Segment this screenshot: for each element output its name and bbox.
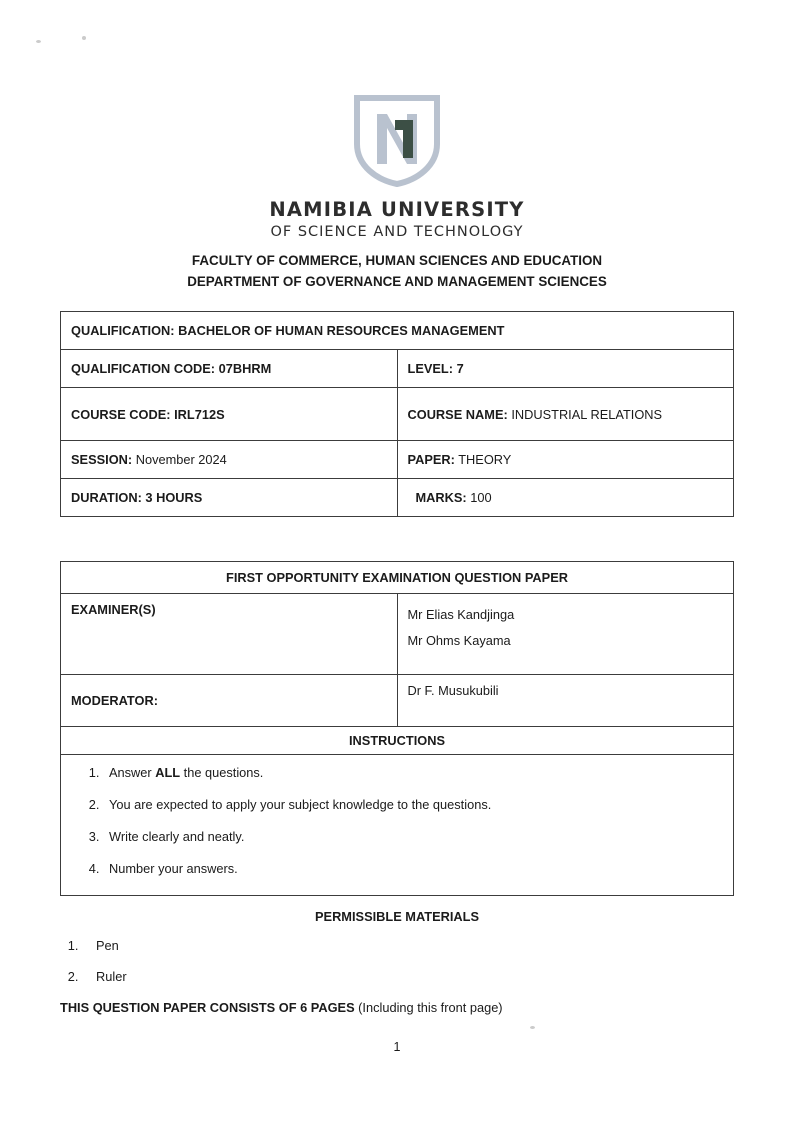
table-row [61,755,734,896]
permissible-materials-heading: PERMISSIBLE MATERIALS [315,909,479,925]
page-count-note [60,1000,734,1015]
department-name: DEPARTMENT OF GOVERNANCE AND MANAGEMENT SCIENCES [187,274,607,289]
table-row [61,594,734,675]
page-count-bold: THIS QUESTION PAPER CONSISTS OF 6 PAGES [60,1000,355,1016]
exam-paper-title: FIRST OPPORTUNITY EXAMINATION QUESTION PAPER [61,562,734,594]
examiner-label: EXAMINER(S) [61,594,398,675]
moderator-label: MODERATOR: [61,675,398,727]
duration-value: 3 HOURS [145,490,203,505]
marks-value: 100 [470,490,492,505]
page-count-rest: (Including this front page) [354,1000,503,1016]
course-name-label: COURSE NAME: [407,406,508,422]
marks-label: MARKS: [415,490,467,505]
table-row [61,562,734,594]
marks-cell [397,479,734,517]
paper-cell [397,441,734,479]
table-row [61,727,734,755]
university-subtitle: OF SCIENCE AND TECHNOLOGY [270,224,524,240]
duration-label: DURATION: [71,490,142,505]
course-code-cell [61,388,398,441]
moderator-name: Dr F. Musukubili [397,675,734,727]
course-name-value: INDUSTRIAL RELATIONS [511,406,663,422]
faculty-name: FACULTY OF COMMERCE, HUMAN SCIENCES AND EDUCATION [191,253,603,268]
level-value: 7 [456,361,464,376]
session-label: SESSION: [71,452,133,467]
list-item: 3. Write clearly and neatly. [103,829,723,845]
table-row [61,312,734,350]
table-row [61,350,734,388]
instruction-emphasis: ALL [155,765,181,781]
list-item: 2. You are expected to apply your subject knowledge to the questions. [103,797,723,813]
list-item [103,765,723,781]
scan-speck [82,36,86,40]
qualification-cell: QUALIFICATION: BACHELOR OF HUMAN RESOURCES MANAGEMENT [61,312,734,350]
instructions-heading: INSTRUCTIONS [61,727,734,755]
session-value: November 2024 [135,452,227,467]
list-item: 4. Number your answers. [103,861,723,877]
qualification-code-value: 07BHRM [218,361,272,376]
table-row [61,388,734,441]
course-name-cell [397,388,734,441]
level-label: LEVEL: [407,361,454,376]
session-cell [61,441,398,479]
qualification-code-label: QUALIFICATION CODE: [71,361,216,376]
instruction-text: Answer [109,765,156,781]
duration-cell [61,479,398,517]
examiner-name: Mr Elias Kandjinga [407,607,515,622]
qualification-table [60,311,734,517]
permissible-materials-list [60,938,734,984]
paper-label: PAPER: [407,452,455,467]
list-item: 2. Ruler [82,969,734,984]
paper-value: THEORY [458,452,512,467]
instructions-cell [61,755,734,896]
table-row [61,441,734,479]
instruction-text-tail: the questions. [180,765,264,781]
scan-speck [36,40,41,43]
level-cell [397,350,734,388]
table-row [61,675,734,727]
list-item: 1. Pen [82,938,734,953]
page-number: 1 [393,1040,401,1054]
scan-speck [530,1026,535,1029]
examination-table [60,561,734,896]
instructions-list [71,765,723,877]
course-code-value: IRL712S [174,406,225,422]
qualification-code-cell [61,350,398,388]
nust-shield-icon [351,94,443,188]
examiner-names [397,594,734,675]
university-logo [60,94,734,188]
university-name: NAMIBIA UNIVERSITY [269,198,525,221]
course-code-label: COURSE CODE: [71,406,171,422]
examiner-name: Mr Ohms Kayama [407,633,511,649]
table-row [61,479,734,517]
